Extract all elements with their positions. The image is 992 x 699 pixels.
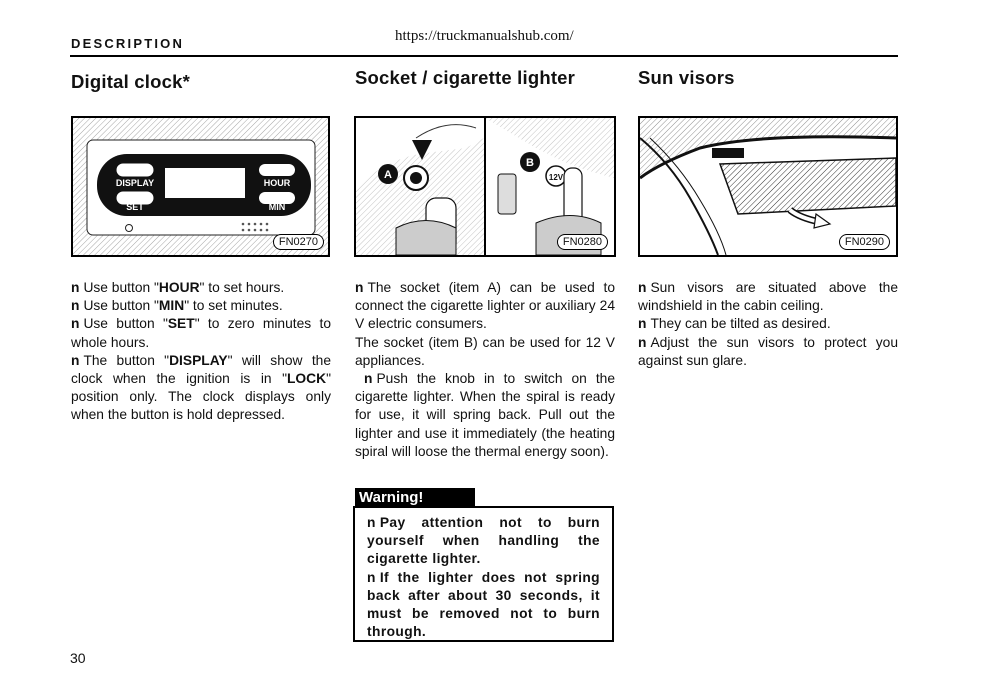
warning-title: Warning! (355, 488, 475, 507)
sun-visors-title: Sun visors (638, 67, 735, 88)
display-button-label: DISPLAY (115, 178, 155, 188)
item-b-label: B (526, 157, 534, 169)
warning-box (353, 506, 614, 642)
item-a-label: A (384, 169, 392, 181)
source-url[interactable]: https://truckmanualshub.com/ (395, 28, 574, 44)
list-item: n The button "DISPLAY" will show the clock when the ignition is in "LOCK" position only. The clock displays only when the button is hold depressed. (71, 352, 331, 423)
figure-code: FN0290 (839, 234, 890, 250)
digital-clock-figure (71, 116, 330, 257)
list-item: n Sun visors are situated above the windshield in the cabin ceiling. (638, 280, 898, 314)
warning-item: n Pay attention not to burn yourself when handling the cigarette lighter. (367, 515, 600, 567)
socket-figure (354, 116, 616, 257)
page-number: 30 (70, 650, 86, 666)
header-rule (70, 55, 898, 57)
sun-visors-text (638, 279, 898, 370)
sun-visors-figure (638, 116, 898, 257)
clock-display-window (165, 168, 245, 198)
set-button-label: SET (126, 202, 144, 212)
digital-clock-title: Digital clock* (71, 71, 190, 92)
figure-code: FN0280 (557, 234, 608, 250)
socket-title: Socket / cigarette lighter (355, 67, 576, 88)
list-item: n The socket (item A) can be used to connect the cigarette lighter or auxiliary 24 V electric consumers. (355, 280, 615, 332)
section-label: DESCRIPTION (71, 36, 185, 51)
list-item: n Push the knob in to switch on the cigarette lighter. When the spiral is ready for use, it will spring back. Pull out the lighter and use it immediately (the heating spiral will loose the thermal energy soon). (355, 371, 615, 459)
figure-code: FN0270 (273, 234, 324, 250)
list-item: n Use button "MIN" to set minutes. (71, 298, 283, 314)
volt-label: 12V (548, 173, 564, 182)
list-item: n They can be tilted as desired. (638, 316, 831, 332)
socket-text (355, 279, 615, 461)
warning-item: n If the lighter does not spring back after about 30 seconds, it must be removed not to burn through. (367, 569, 600, 640)
list-item: n Use button "HOUR" to set hours. (71, 280, 285, 295)
min-button-label: MIN (268, 202, 286, 212)
list-item: n Use button "SET" to zero minutes to whole hours. (71, 316, 331, 350)
paragraph: The socket (item B) can be used for 12 V appliances. (355, 334, 615, 368)
list-item: n Adjust the sun visors to protect you against sun glare. (638, 334, 898, 368)
digital-clock-text (71, 279, 331, 425)
hour-button-label: HOUR (263, 178, 291, 188)
